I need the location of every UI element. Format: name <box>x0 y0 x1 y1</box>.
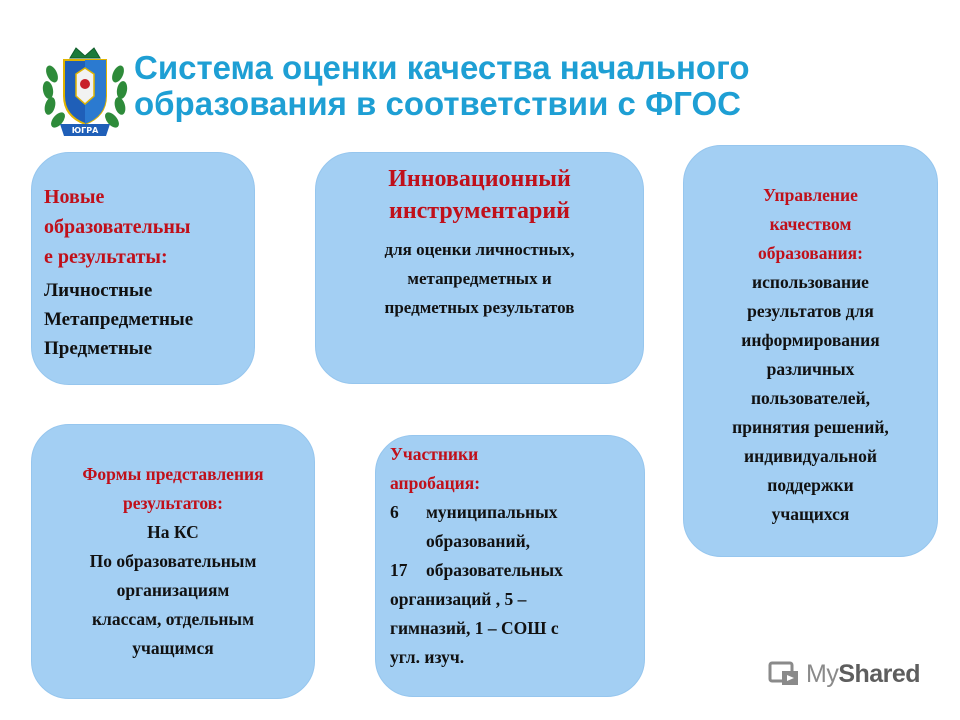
tools-box <box>315 152 644 384</box>
tools-heading-line: Инновационный <box>388 166 571 192</box>
tools-text-line: для оценки личностных, <box>384 240 575 259</box>
participants-text-line: муниципальных <box>426 502 558 522</box>
results-heading-line: е результаты: <box>44 246 168 268</box>
results-item: Предметные <box>44 338 153 359</box>
results-heading-line: Новые <box>44 186 105 208</box>
management-heading-line: качеством <box>769 214 852 234</box>
forms-heading-line: результатов: <box>123 493 223 513</box>
management-text-line: пользователей, <box>750 388 871 408</box>
forms-heading-line: Формы представления <box>82 464 264 484</box>
management-text-line: использование <box>752 272 869 292</box>
management-box <box>683 145 938 557</box>
title-line: Система оценки качества начального <box>134 49 750 86</box>
participants-count: 6 <box>390 502 399 522</box>
page-title <box>134 50 854 122</box>
forms-text-line: По образовательным <box>89 551 257 571</box>
participants-text-line: угл. изуч. <box>390 647 465 667</box>
management-heading-line: Управление <box>763 185 858 205</box>
participants-text-line: образовательных <box>426 560 563 580</box>
results-box <box>31 152 255 385</box>
participants-text-line: гимназий, 1 – СОШ с <box>390 618 559 638</box>
forms-box <box>31 424 315 699</box>
results-item: Личностные <box>44 280 153 301</box>
management-heading-line: образования: <box>758 243 863 263</box>
results-item: Метапредметные <box>44 309 194 330</box>
management-text-line: результатов для <box>747 301 874 321</box>
management-text-line: различных <box>766 359 855 379</box>
tools-text-line: метапредметных и <box>407 269 552 288</box>
watermark-shared: Shared <box>838 659 921 688</box>
myshared-watermark[interactable] <box>768 656 920 692</box>
results-heading-line: образовательны <box>44 216 191 238</box>
management-text-line: поддержки <box>767 475 854 495</box>
tools-heading-line: инструментарий <box>388 198 571 224</box>
forms-text-line: На КС <box>147 522 199 542</box>
participants-text-line: организаций , 5 – <box>390 589 527 609</box>
watermark-my: My <box>806 659 839 688</box>
forms-text-line: учащимся <box>132 638 214 658</box>
coat-of-arms-icon <box>40 44 130 140</box>
participants-heading-line: Участники <box>390 444 479 464</box>
participants-heading-line: апробация: <box>390 473 481 493</box>
management-text-line: учащихся <box>771 504 850 524</box>
management-text-line: информирования <box>741 330 880 350</box>
title-line: образования в соответствии с ФГОС <box>134 85 742 122</box>
participants-count: 17 <box>390 560 408 580</box>
participants-box <box>375 435 645 697</box>
myshared-logo-icon <box>768 659 802 689</box>
forms-text-line: организациям <box>116 580 230 600</box>
tools-text-line: предметных результатов <box>384 298 575 317</box>
management-text-line: принятия решений, <box>732 417 889 437</box>
management-text-line: индивидуальной <box>744 446 877 466</box>
forms-text-line: классам, отдельным <box>91 609 255 629</box>
participants-text-line: образований, <box>426 531 531 551</box>
emblem-lettering: ЮГРА <box>71 126 99 135</box>
